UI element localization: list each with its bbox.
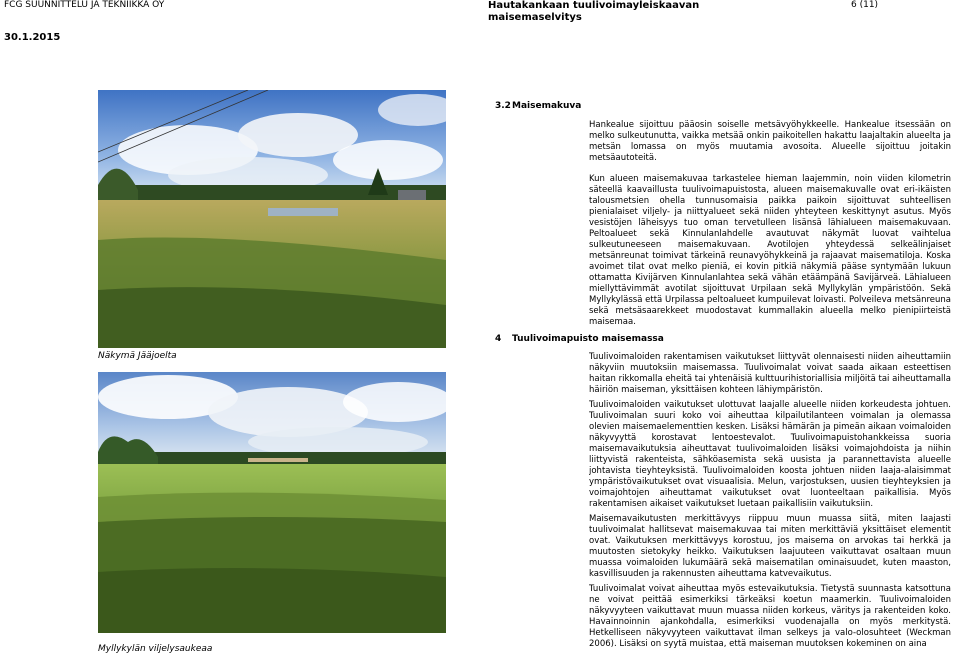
- document-title-line2: maisemaselvitys: [488, 12, 582, 23]
- page-number: 6 (11): [851, 0, 879, 10]
- section-3-2-paragraph-2: [589, 174, 951, 332]
- document-title: [488, 0, 699, 24]
- photo-jaajoki-view: [98, 90, 446, 348]
- section-4-body: [589, 352, 951, 652]
- company-name: FCG SUUNNITTELU JA TEKNIIKKA OY: [4, 0, 165, 10]
- paragraph: Tuulivoimaloiden vaikutukset ulottuvat laajalle alueelle niiden korkeudesta johtuen. Tuulivoimalan suuri koko voi aiheuttaa kilpailutilanteen voimalan ja olemassa olevien maisemaelementtien kesken. Lisäksi hämärän ja pimeän aikaan voimaloiden näkyvyyttä korostavat lentoestevalot. Tuulivoimapuistohankkeissa suoria maisemavaikutuksia aiheuttavat tuulivoimaloiden lisäksi voimajohdoista ja niihin liittyvistä rakenteista, sähköasemista sekä uusista ja parannettavista alueelle johtavista tieyhteyksistä. Tuulivoimaloiden koosta johtuen niiden laaja-alaisimmat ympäristövaikutukset ovat visuaalisia. Melun, varjostuksen, uusien tieyhteyksien ja voimajohtojen aiheuttamat vaikutukset ovat luonteeltaan paikallisia. Myös rakentamisen aikaiset vaikutukset luetaan paikallisiin vaikutuksiin.: [589, 400, 951, 509]
- paragraph: Tuulivoimaloiden rakentamisen vaikutukset liittyvät olennaisesti niiden aiheuttamiin näkyviin muutoksiin maisemassa. Tuulivoimalat voivat saada aikaan esteettisen haitan rikkomalla eheitä tai yhtenäisiä kulttuurihistoriallisia miljöitä tai aiheuttamalla häiriön maiseman, yksittäisen kohteen lähiympäristön.: [589, 352, 951, 395]
- section-number: 3.2: [495, 101, 511, 111]
- paragraph: Maisemavaikutusten merkittävyys riippuu muun muassa siitä, miten laajasti tuulivoimalat hallitsevat maisemakuvaa tai miten merkittäviä yksittäiset elementit ovat. Vaikutuksen merkittävyys korostuu, jos maisema on arvokas tai herkkä ja muutosten sietokyky heikko. Vaikutuksen laajuuteen vaikuttavat osaltaan muun muassa voimaloiden lukumäärä sekä maisematilan ominaisuudet, kuten maaston, kasvillisuuden ja rakennusten aiheuttama katvevaikutus.: [589, 514, 951, 579]
- section-title: Maisemakuva: [512, 101, 582, 111]
- landscape-photo-1: [98, 90, 446, 348]
- photo-caption-1: Näkymä Jääjoelta: [98, 351, 177, 361]
- document-title-line1: Hautakankaan tuulivoimayleiskaavan: [488, 0, 700, 11]
- paragraph: Tuulivoimalat voivat aiheuttaa myös estevaikutuksia. Tietystä suunnasta katsottuna ne voivat peittää esimerkiksi tärkeäksi koetun maamerkin. Tuulivoimaloiden näkyvyyteen vaikuttavat muun muassa niiden korkeus, väritys ja rakenteiden koko. Havainnoinnin ajankohdalla, esimerkiksi vuodenajalla on myös merkitystä. Hetkelliseen näkyvyyteen vaikuttavat ilman selkeys ja valo-olosuhteet (Weckman 2006). Lisäksi on syytä muistaa, että maiseman muutoksen kokeminen on aina: [589, 584, 951, 649]
- paragraph: Kun alueen maisemakuvaa tarkastelee hieman laajemmin, noin viiden kilometrin säteellä kaavaillusta tuulivoimapuistosta, alueen maisemakuvalle ovat eri-ikäisten talousmetsien ohella tunnusomaisia paikka paikoin sijoittuvat suhteellisen pienialaiset viljely- ja niittyalueet sekä niiden yhteyteen keskittynyt asutus. Myös vesistöjen läheisyys tuo oman tervetulleen lisänsä lähialueen maisemakuvaan. Peltoalueet sekä Kinnulanlahdelle avautuvat näkymät luovat vaihtelua sulkeutuneeseen maisemakuvaan. Avotilojen yhteydessä selkeälinjaiset metsänreunat toimivat tärkeinä reunavyöhykkeinä ja rajaavat maisematiloja. Koska avoimet tilat ovat melko pieniä, ei kovin pitkiä näkymiä pääse syntymään lukuun ottamatta Kivijärven Kinnulanlahtea sekä vähän etäämpänä Savijärveä. Lähialueen miellyttävimmät avotilat sijoittuvat Urpilaan sekä Myllykylän ympäristöön. Sekä Myllykylässä että Urpilassa peltoalueet kumpuilevat loivasti. Polveileva metsänreuna sekä metsäsaarekkeet muodostavat kummallakin alueella melko pienipiirteistä maisemaa.: [589, 174, 951, 327]
- section-3-2-paragraph-1: [589, 120, 951, 168]
- photo-caption-2: Myllykylän viljelysaukeaa: [98, 644, 213, 654]
- section-title: Tuulivoimapuisto maisemassa: [512, 334, 664, 344]
- section-number: 4: [495, 334, 502, 344]
- document-date: 30.1.2015: [4, 32, 61, 43]
- photo-myllykyla-field: [98, 372, 446, 633]
- section-heading-3-2: [495, 101, 581, 111]
- landscape-photo-2: [98, 372, 446, 633]
- section-heading-4: [495, 334, 664, 344]
- paragraph: Hankealue sijoittuu pääosin soiselle metsävyöhykkeelle. Hankealue itsessään on melko sulkeutunutta, vaikka metsää onkin paikoitellen hakattu laajaltakin alueelta ja metsän lomassa on myös muutamia avosoita. Alueelle sijoittuu joitakin metsäautoteitä.: [589, 120, 951, 163]
